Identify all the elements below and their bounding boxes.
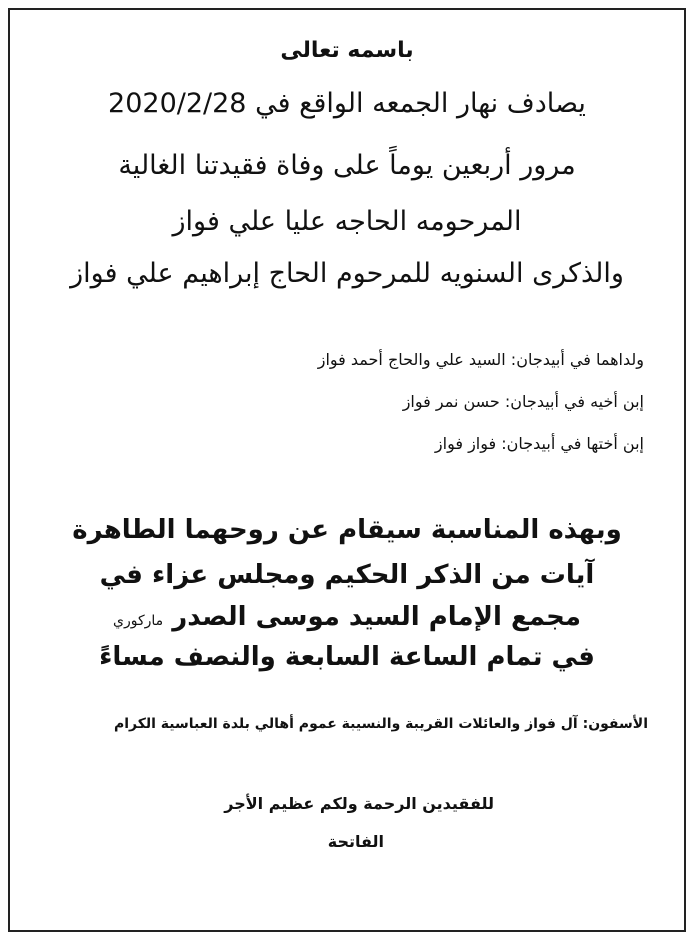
venue-name: مجمع الإمام السيد موسى الصدر: [172, 602, 581, 632]
anniversary-line: والذكرى السنويه للمرحوم الحاج إبراهيم علي فواز: [70, 258, 624, 289]
occasion-line-1: وبهذه المناسبة سيقام عن روحهما الطاهرة: [72, 515, 622, 545]
obituary-notice: [8, 8, 686, 932]
occasion-line-2: آيات من الذكر الحكيم ومجلس عزاء في: [99, 560, 595, 590]
occasion-venue-line: [10, 602, 684, 632]
family-sons-line: ولداهما في أبيدجان: السيد علي والحاج أحمد فواز: [317, 350, 644, 369]
mourners-line: الأسفون: آل فواز والعائلات القريبة والنسيبة عموم أهالي بلدة العباسية الكرام: [113, 716, 648, 732]
forty-days-line: مرور أربعين يوماً على وفاة فقيدتنا الغالية: [118, 150, 576, 181]
invocation-heading: باسمه تعالى: [280, 38, 414, 63]
deceased-name-line: المرحومه الحاجه عليا علي فواز: [172, 206, 522, 237]
occasion-time-line: في تمام الساعة السابعة والنصف مساءً: [99, 642, 595, 672]
venue-location: ماركوري: [113, 613, 164, 629]
fatiha-line: الفاتحة: [327, 832, 384, 851]
family-nephew-line: إبن أخيه في أبيدجان: حسن نمر فواز: [402, 392, 644, 411]
family-sister-son-line: إبن أختها في أبيدجان: فواز فواز: [434, 434, 644, 453]
date-line: يصادف نهار الجمعه الواقع في 2020/2/28: [108, 88, 586, 119]
closing-line: للفقيدين الرحمة ولكم عظيم الأجر: [224, 794, 494, 813]
